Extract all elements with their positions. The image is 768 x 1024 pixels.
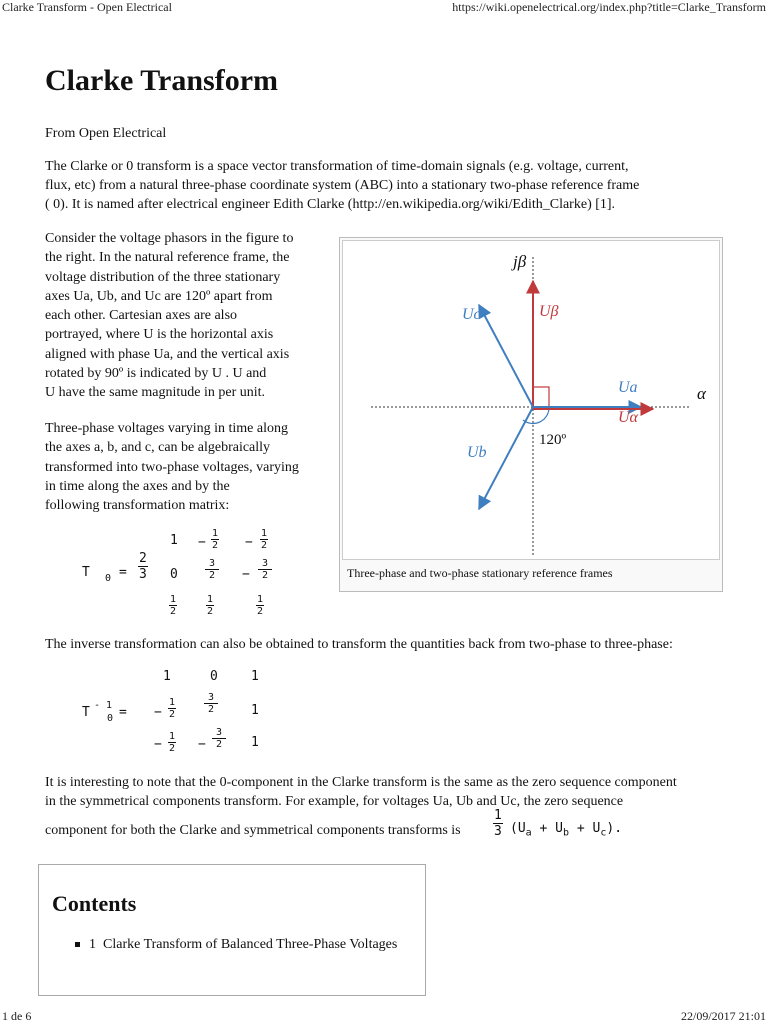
m2-r3c1: $\frac{1}{2}$ xyxy=(169,731,176,754)
m1-r1c1: 1 xyxy=(170,533,178,548)
m2-r1c1: 1 xyxy=(163,669,171,684)
toc-item[interactable] xyxy=(75,937,397,953)
body1-line: Consider the voltage phasors in the figure to xyxy=(45,231,294,246)
matrix2-lhs-sup: - 1 xyxy=(94,700,113,711)
body1-line: aligned with phase Ua, and the vertical axis xyxy=(45,346,290,362)
matrix1-lhs-sub: 0 xyxy=(105,573,112,584)
m2-r3c2: $\frac{3}{2}$ xyxy=(212,727,226,750)
jbeta-label: jβ xyxy=(513,252,527,271)
matrix1-eq: = xyxy=(119,565,127,580)
zero-seq-fraction: $\frac{1}{3}$ xyxy=(494,808,502,839)
table-of-contents xyxy=(38,864,426,996)
matrix1-lhs: T xyxy=(82,565,90,580)
zero-seq-expression: $(U_a + U_b + U_c)$. xyxy=(510,821,623,839)
ub-vector xyxy=(479,407,533,509)
body-paragraph-2 xyxy=(45,419,320,515)
inverse-paragraph: The inverse transformation can also be obtained to transform the quantities back from two-phase to three-phase: xyxy=(45,637,673,652)
m1-minus: − xyxy=(242,567,250,582)
m2-minus: − xyxy=(198,737,206,752)
phasor-diagram xyxy=(343,241,719,559)
body1-line: rotated by 90º is indicated by U . U and xyxy=(45,366,267,382)
print-footer-date: 22/09/2017 21:01 xyxy=(680,1009,766,1023)
body2-line: Three-phase voltages varying in time along xyxy=(45,421,288,436)
toc-heading: Contents xyxy=(52,891,137,916)
print-header-url: https://wiki.openelectrical.org/index.php?title=Clarke_Transform xyxy=(452,0,766,14)
m1-r2c2: $\frac{3}{2}$ xyxy=(205,558,219,581)
m2-minus: − xyxy=(154,737,162,752)
page-subtitle: From Open Electrical xyxy=(45,126,167,141)
toc-item-number: 1 xyxy=(89,937,96,952)
matrix2-lhs-sub: 0 xyxy=(107,713,114,724)
zero-seq-line-1: It is interesting to note that the 0-component in the Clarke transform is the same as the zero sequence component xyxy=(45,775,677,790)
intro-line-1: The Clarke or 0 transform is a space vector transformation of time-domain signals (e.g. voltage, current, xyxy=(45,159,629,174)
right-angle-marker xyxy=(533,387,549,407)
alpha-label: α xyxy=(697,384,706,403)
body1-line: portrayed, where U is the horizontal axis xyxy=(45,327,274,343)
m1-r2c3: $\frac{3}{2}$ xyxy=(258,558,272,581)
intro-line-2: flux, etc) from a natural three-phase coordinate system (ABC) into a stationary two-phase reference frame xyxy=(45,178,640,193)
figure-image xyxy=(342,240,720,560)
m1-r3c2: $\frac{1}{2}$ xyxy=(207,594,214,617)
body1-line: the right. In the natural reference frame, the xyxy=(45,250,290,266)
body2-line: in time along the axes and by the xyxy=(45,478,230,494)
body1-line: U have the same magnitude in per unit. xyxy=(45,385,266,401)
matrix1-coef: $\frac{2}{3}$ xyxy=(139,551,147,582)
matrix2-lhs: T xyxy=(82,705,90,720)
body2-line: the axes a, b, and c, can be algebraically xyxy=(45,440,271,456)
ub-label: Ub xyxy=(467,444,487,461)
ubeta-label: Uβ xyxy=(539,303,559,320)
body2-line: transformed into two-phase voltages, varying xyxy=(45,459,299,475)
m2-r2c1: $\frac{1}{2}$ xyxy=(169,697,176,720)
m1-r3c3: $\frac{1}{2}$ xyxy=(257,594,264,617)
m2-r1c2: 0 xyxy=(210,669,218,684)
bullet-icon xyxy=(75,942,80,947)
matrix2-eq: = xyxy=(119,705,127,720)
figure-caption: Three-phase and two-phase stationary reference frames xyxy=(347,566,613,580)
m2-r3c3: 1 xyxy=(251,735,259,750)
body1-line: voltage distribution of the three stationary xyxy=(45,269,281,285)
print-footer-page: 1 de 6 xyxy=(2,1009,32,1023)
toc-item-label[interactable]: Clarke Transform of Balanced Three-Phase Voltages xyxy=(103,937,398,952)
m1-r1c3: $\frac{1}{2}$ xyxy=(261,528,268,551)
m1-r1c2: $\frac{1}{2}$ xyxy=(212,528,219,551)
print-header-title: Clarke Transform - Open Electrical xyxy=(2,0,172,14)
body-paragraph-1 xyxy=(45,229,320,403)
m1-r3c1: $\frac{1}{2}$ xyxy=(170,594,177,617)
uc-vector xyxy=(479,305,533,407)
m2-r1c3: 1 xyxy=(251,669,259,684)
zero-seq-line-2: in the symmetrical components transform. For example, for voltages Ua, Ub and Uc, the zero sequence xyxy=(45,794,624,809)
m2-r2c3: 1 xyxy=(251,703,259,718)
m2-minus: − xyxy=(154,705,162,720)
ualpha-label: Uα xyxy=(618,409,638,426)
body1-line: each other. Cartesian axes are also xyxy=(45,308,238,324)
zero-seq-line-3: component for both the Clarke and symmetrical components transforms is xyxy=(45,823,461,838)
angle-label: 120º xyxy=(539,432,567,448)
figure-box xyxy=(339,237,723,592)
intro-line-3: ( 0). It is named after electrical engineer Edith Clarke (http://en.wikipedia.org/wiki/Edith_Clarke) [1]. xyxy=(45,197,616,212)
body2-line: following transformation matrix: xyxy=(45,498,230,514)
m1-r2c1: 0 xyxy=(170,567,178,582)
m2-r2c2: $\frac{3}{2}$ xyxy=(204,692,218,715)
uc-label: Uc xyxy=(462,306,481,323)
m1-minus: − xyxy=(198,535,206,550)
page-title: Clarke Transform xyxy=(45,64,279,97)
ua-label: Ua xyxy=(618,379,638,396)
m1-minus: − xyxy=(245,535,253,550)
body1-line: axes Ua, Ub, and Uc are 120º apart from xyxy=(45,288,273,304)
